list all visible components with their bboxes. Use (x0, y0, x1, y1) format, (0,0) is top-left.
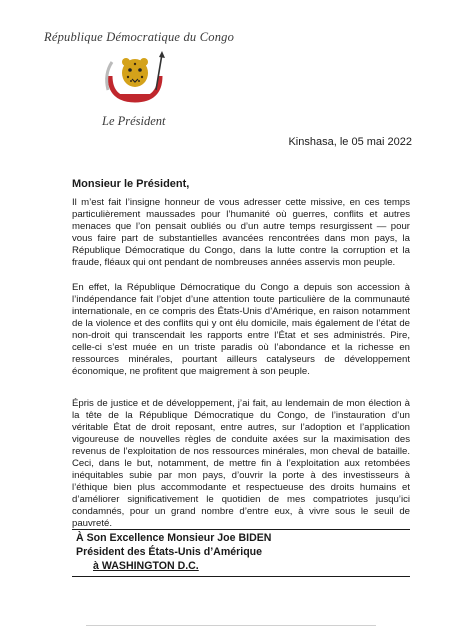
paragraph: En effet, la République Démocratique du Congo a depuis son accession à l’indépendance fait l’objet d’une attention toute particulière de la communauté internationale, en ce compris des États-Unis d’Amérique, en raison notamment de la violence et des conflits qui y ont élu domicile, mais également de l’état de non-droit qui transcendait les rapports entre l’État et ses administrés. Pire, celle-ci s’est muée en un triste paradis où l’abondance et la richesse en ressources minérales, pourtant ailleurs catalyseurs de développement économique, ne profitent que maigrement à son peuple. (72, 282, 410, 378)
divider (72, 576, 410, 577)
addressee-line: À Son Excellence Monsieur Joe BIDEN (76, 532, 272, 544)
addressee-line: Président des États-Unis d’Amérique (76, 546, 263, 558)
addressee-block (76, 531, 271, 573)
salutation: Monsieur le Président, (72, 178, 190, 190)
page-edge-divider (86, 625, 376, 626)
addressee-city: à WASHINGTON D.C. (93, 560, 199, 572)
divider (72, 529, 410, 530)
paragraph: Il m’est fait l’insigne honneur de vous adresser cette missive, en ces temps particulièrement maussades pour l’humanité où guerres, conflits et autres menaces que l’on pensait oubliés ou d’un autre temps resurgissent — pour vous faire part de substantielles avancées rencontrées dans mon pays, la République Démocratique du Congo, dans la lutte contre la corruption et la fraude, fléaux qui ont pendant de nombreuses années asservis mon peuple. (72, 197, 410, 269)
letterhead-office: Le Président (102, 114, 166, 128)
paragraph: Épris de justice et de développement, j’ai fait, au lendemain de mon élection à la tête de la République Démocratique du Congo, de l’instauration d’un véritable État de droit reposant, entre autres, sur l’adoption et l’application vigoureuse de nouvelles règles de conduite axées sur la maximisation des revenus de l’exploitation de nos ressources minérales, mon cheval de bataille. Ceci, dans le but, notamment, de mettre fin à l’exploitation aux retombées inéquitables subie par mon pays, d’ouvrir la porte à des investisseurs à l’éthique bien plus accommodante et respectueuse des droits humains et d’améliorer significativement le quotidien de mes compatriotes jusqu’ici condamnés, pour un grand nombre d’entre eux, à vivre sous le seuil de pauvreté. (72, 398, 410, 530)
letterhead-country: République Démocratique du Congo (44, 30, 235, 44)
letter-date: Kinshasa, le 05 mai 2022 (288, 136, 412, 148)
coat-of-arms-icon (100, 50, 170, 106)
